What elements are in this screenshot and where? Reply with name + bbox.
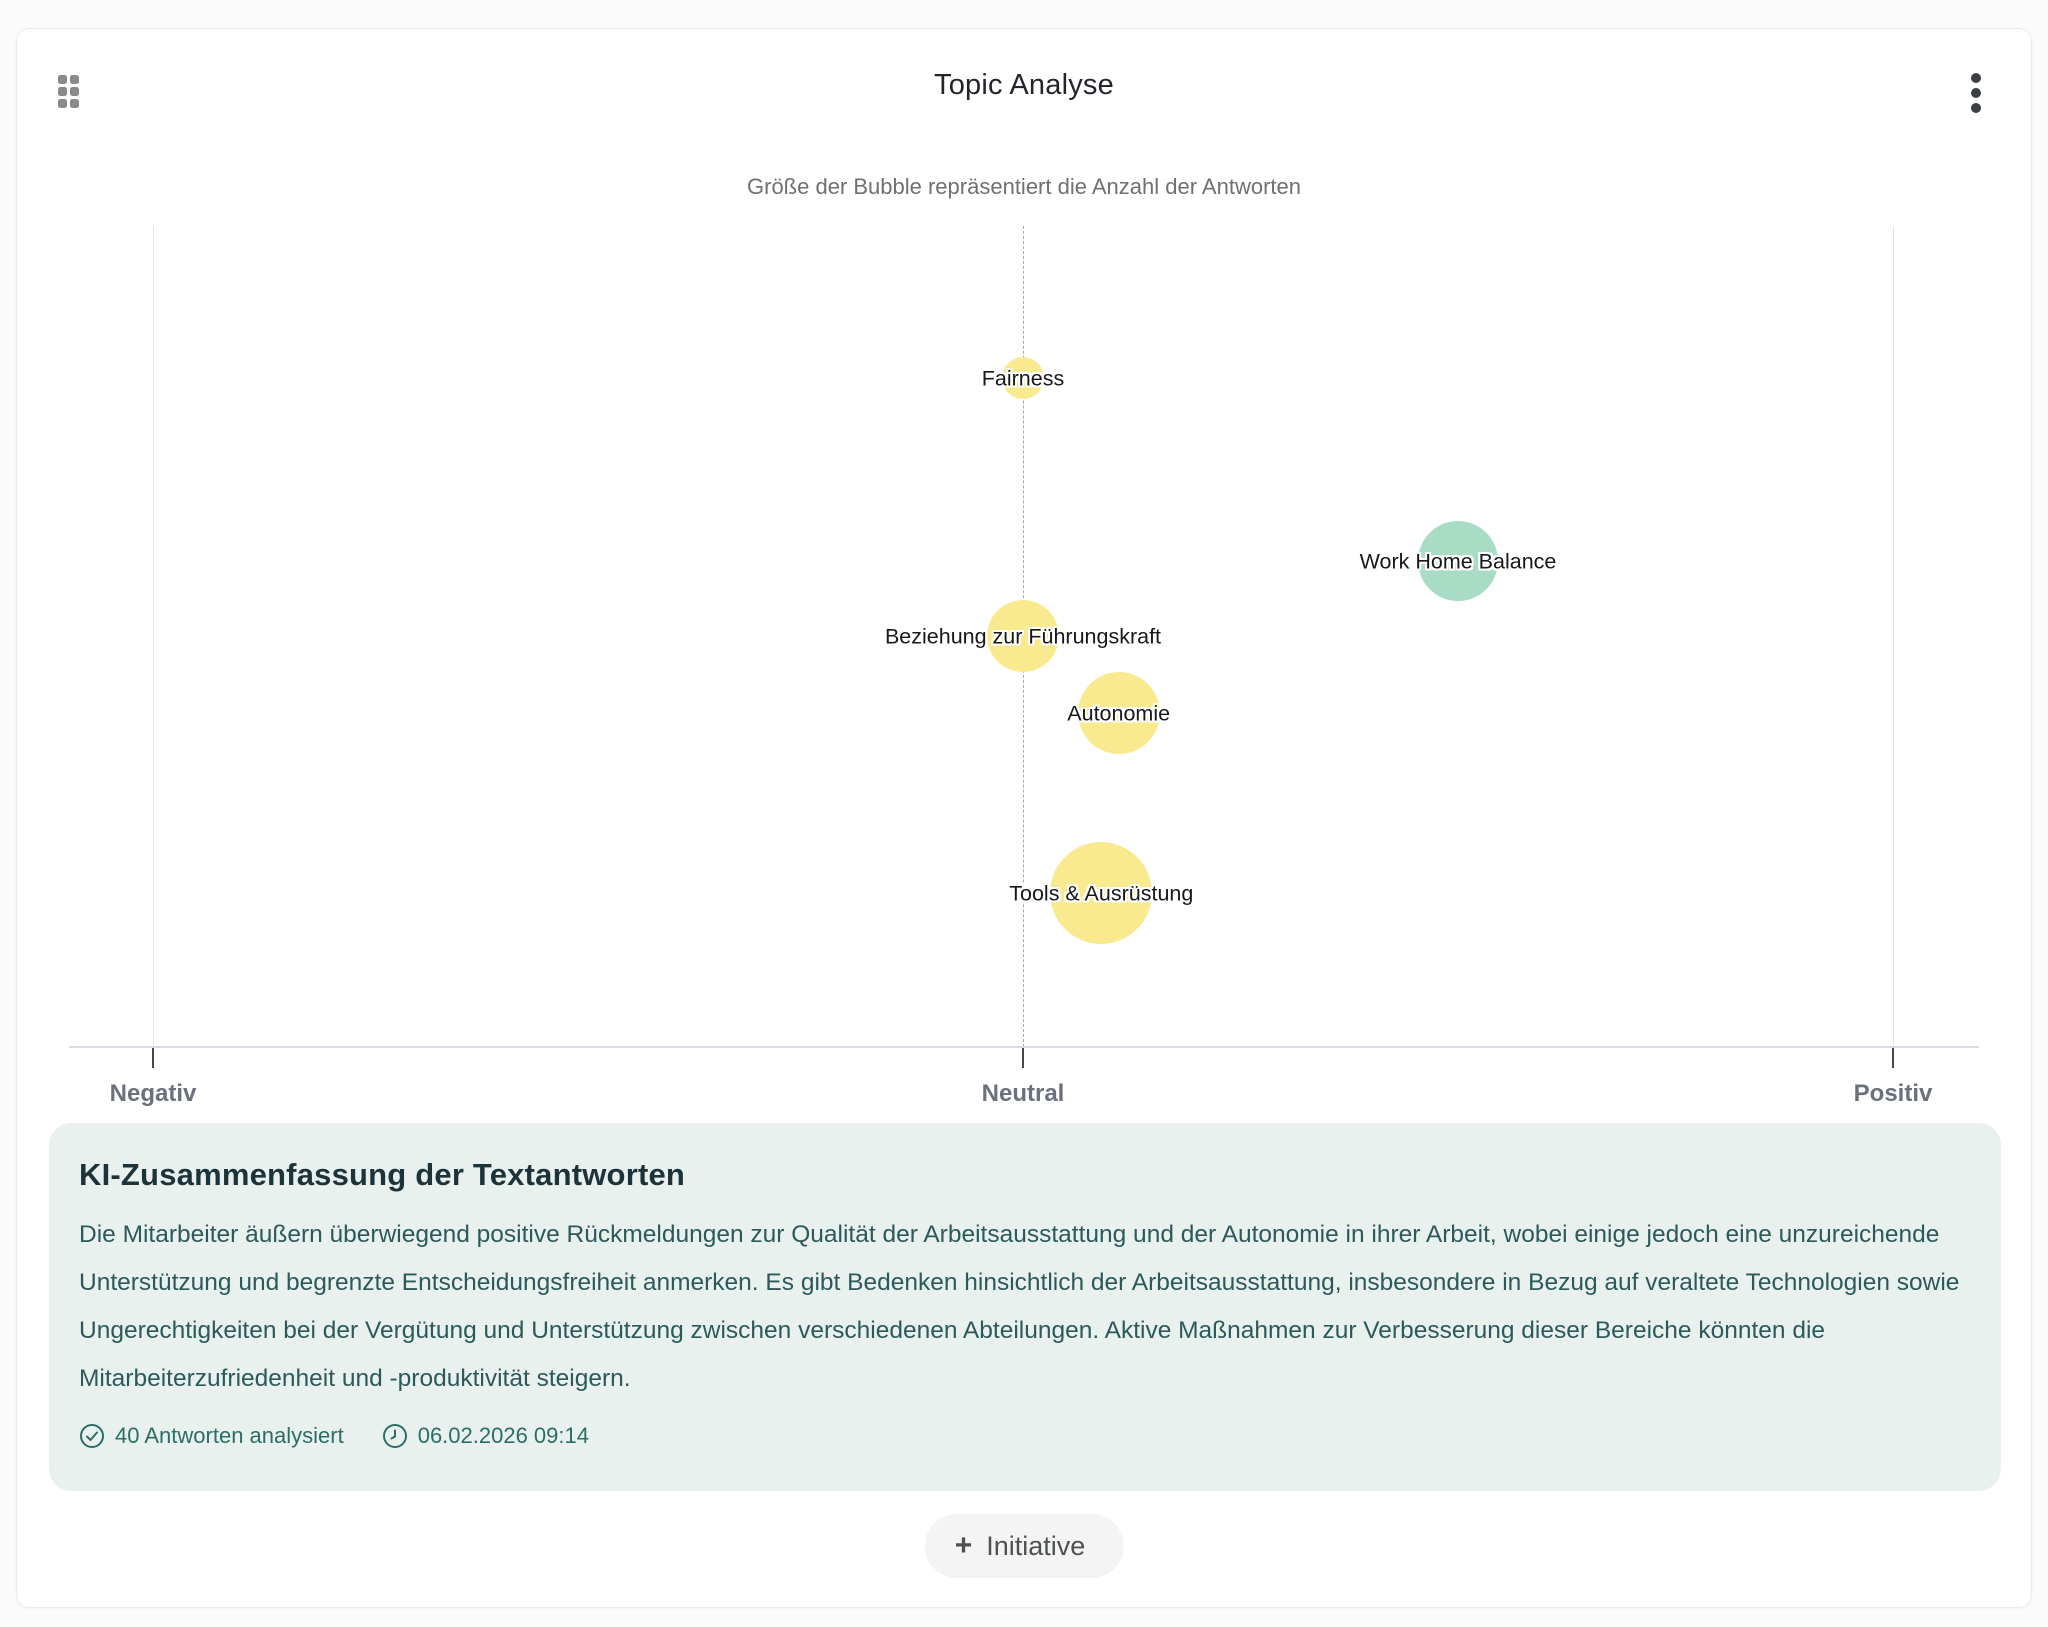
bubble-work-home-balance[interactable]: [1418, 521, 1498, 601]
bubble-autonomie[interactable]: [1078, 672, 1160, 754]
analysis-timestamp: [382, 1423, 589, 1449]
clock-icon: [382, 1423, 408, 1449]
topic-analyse-widget: [16, 28, 2032, 1608]
x-axis-label-neutral: Neutral: [981, 1080, 1065, 1107]
bubble-label-tools-ausr-stung: Tools & Ausrüstung: [1009, 881, 1194, 906]
ai-summary-body: Die Mitarbeiter äußern überwiegend positive Rückmeldungen zur Qualität der Arbeitsausstattung und der Autonomie in ihrer Arbeit, wobei einige jedoch eine unzureichende Unterstützung und begrenzte Entscheidungsfreiheit anmerken. Es gibt Bedenken hinsichtlich der Arbeitsausstattung, insbesondere in Bezug auf veraltete Technologien sowie Ungerechtigkeiten bei der Vergütung und Unterstützung zwischen verschiedenen Abteilungen. Aktive Maßnahmen zur Verbesserung dieser Bereiche könnten die Mitarbeiterzufriedenheit und -produktivität steigern.: [79, 1221, 1960, 1392]
add-initiative-label: Initiative: [986, 1530, 1086, 1561]
widget-title: Topic Analyse: [934, 69, 1114, 101]
check-circle-icon: [79, 1423, 105, 1449]
ai-summary-heading: KI-Zusammenfassung der Textantworten: [79, 1157, 686, 1192]
bubble-label-beziehung-zur-f-hrungskraft: Beziehung zur Führungskraft: [884, 624, 1162, 649]
bubble-label-work-home-balance: Work Home Balance: [1359, 549, 1557, 574]
bubble-tools-ausr-stung[interactable]: [1050, 842, 1152, 944]
analyzed-count: [79, 1423, 344, 1449]
ai-summary-meta: [79, 1423, 589, 1449]
axis-boundary-positive: [1893, 226, 1894, 1047]
bubble-label-fairness: Fairness: [981, 366, 1065, 391]
bubble-chart: [17, 226, 2033, 1107]
bubble-fairness[interactable]: [1002, 357, 1044, 399]
bubble-beziehung-zur-f-hrungskraft[interactable]: [987, 600, 1059, 672]
plus-icon: +: [954, 1529, 973, 1562]
bubble-label-autonomie: Autonomie: [1067, 701, 1171, 726]
x-axis-label-positive: Positiv: [1853, 1080, 1933, 1107]
x-axis-tick-neutral: [1022, 1048, 1024, 1068]
chart-subtitle: Größe der Bubble repräsentiert die Anzahl der Antworten: [747, 174, 1301, 199]
x-axis-tick-positive: [1892, 1048, 1894, 1068]
analyzed-count-label: 40 Antworten analysiert: [115, 1423, 344, 1448]
axis-boundary-negative: [153, 226, 154, 1047]
kebab-menu-icon[interactable]: [1959, 71, 1993, 115]
x-axis-line: [69, 1046, 1979, 1048]
x-axis-label-negative: Negativ: [109, 1080, 197, 1107]
ai-summary-panel: [49, 1123, 2001, 1491]
add-initiative-button[interactable]: [925, 1514, 1124, 1578]
x-axis-tick-negative: [152, 1048, 154, 1068]
timestamp-label: 06.02.2026 09:14: [417, 1423, 589, 1448]
